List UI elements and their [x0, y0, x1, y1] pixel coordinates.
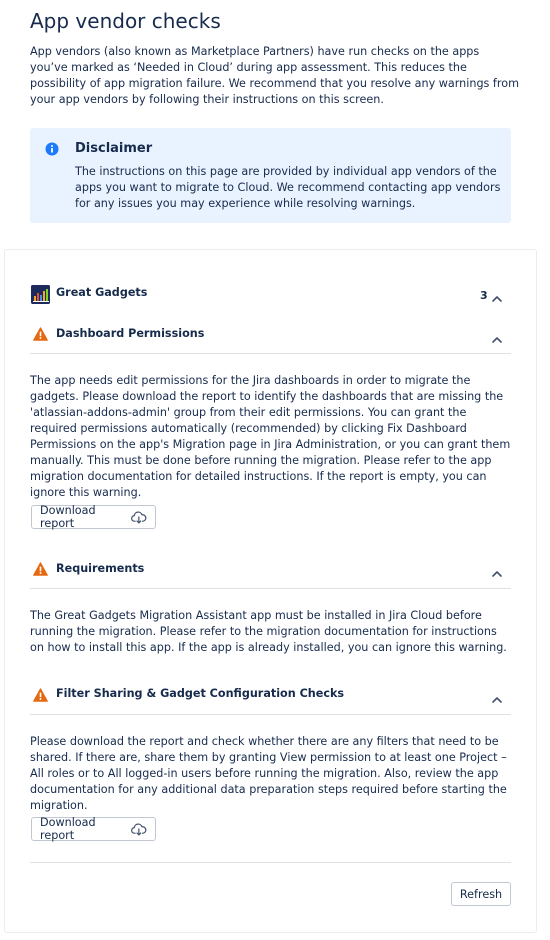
chevron-up-icon[interactable] — [491, 336, 503, 344]
section-body-dashboard-permissions: The app needs edit permissions for the Jira dashboards in order to migrate the gadgets. Please download the report to identify the dashboards that are missing the 'atlassian-addons-admin' group from their edit permissions. You can grant the required permissions automatically (recommended) by clicking Fix Dashboard Permissions on the app's Migration page in Jira Administration, or you can grant them manually. This must be done before running the migration. Please refer to the app migration documentation for detailed instructions. If the report is empty, you can ignore this warning. — [30, 374, 511, 499]
section-body-filter-sharing: Please download the report and check whether there are any filters that need to be shared. If there are, share them by granting View permission to at least one Project – All roles or to All logged-in users before running the migration. Also, review the app documentation for any additional data preparation steps required before starting the migration. — [30, 735, 507, 812]
intro-text: App vendors (also known as Marketplace Partners) have run checks on the apps you’ve marked as ‘Needed in Cloud’ during app assessment. This reduces the possibility of app migration failure. We recommend that you resolve any warnings from your app vendors by following their instructions on this screen. — [30, 45, 519, 106]
disclaimer-title: Disclaimer — [75, 141, 153, 156]
section-title-filter-sharing: Filter Sharing & Gadget Configuration Checks — [56, 687, 345, 700]
chevron-up-icon[interactable] — [491, 696, 503, 704]
download-report-button[interactable] — [31, 817, 156, 841]
refresh-button[interactable]: Refresh — [451, 882, 511, 906]
warning-count-badge: 3 — [480, 289, 488, 302]
app-name: Great Gadgets — [56, 286, 148, 299]
chevron-up-icon[interactable] — [491, 295, 503, 303]
section-divider — [30, 353, 511, 354]
section-body-requirements: The Great Gadgets Migration Assistant app must be installed in Jira Cloud before running the migration. Please refer to the migration documentation for instructions on how to install this app. If the app is already installed, you can ignore this warning. — [30, 609, 507, 654]
footer-divider — [30, 862, 511, 863]
disclaimer-body: The instructions on this page are provided by individual app vendors of the apps you want to migrate to Cloud. We recommend contacting app vendors for any issues you may experience while resolving warnings. — [75, 165, 501, 210]
section-title-requirements: Requirements — [56, 562, 145, 575]
app-logo-icon — [31, 285, 50, 304]
download-report-label: Download report — [40, 504, 96, 530]
chevron-up-icon[interactable] — [491, 570, 503, 578]
cloud-download-icon — [131, 511, 147, 524]
section-divider — [30, 588, 511, 589]
download-report-button[interactable] — [31, 505, 156, 529]
info-icon — [45, 142, 59, 156]
section-title-dashboard-permissions: Dashboard Permissions — [56, 327, 205, 340]
page-title: App vendor checks — [30, 9, 221, 33]
warning-icon — [33, 327, 48, 341]
section-divider — [30, 714, 511, 715]
disclaimer-banner — [30, 128, 511, 223]
download-report-label: Download report — [40, 816, 96, 842]
cloud-download-icon — [131, 823, 147, 836]
warning-icon — [33, 562, 48, 576]
warning-icon — [33, 688, 48, 702]
